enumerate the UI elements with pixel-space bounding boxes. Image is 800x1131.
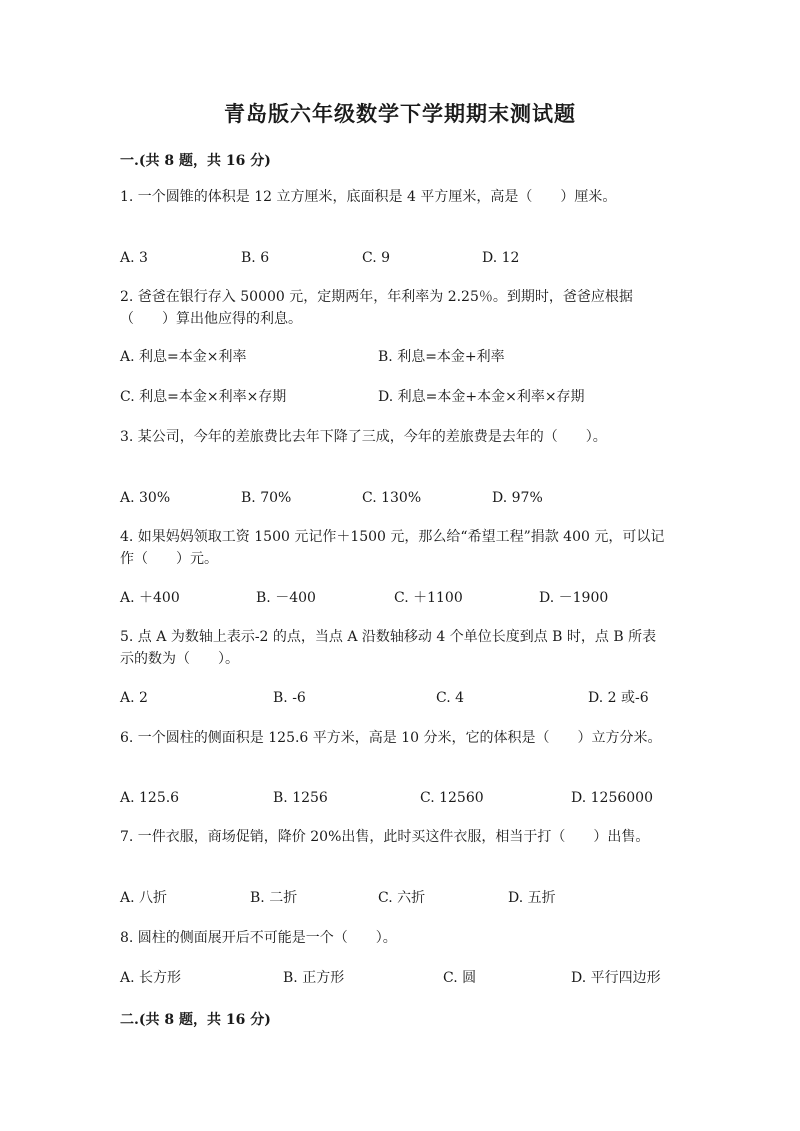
- options-1: [0, 247, 800, 269]
- question-5: 5. 点 A 为数轴上表示-2 的点，当点 A 沿数轴移动 4 个单位长度到点 B 时，点 B 所表示的数为（ ）。: [120, 629, 657, 667]
- option-8-a[interactable]: A. 长方形: [120, 970, 182, 986]
- option-2-b[interactable]: B. 利息=本金+利率: [378, 349, 505, 365]
- option-1-d[interactable]: D. 12: [482, 250, 520, 266]
- question-7: 7. 一件衣服，商场促销，降价 20%出售，此时买这件衣服，相当于打（ ）出售。: [120, 829, 650, 845]
- option-7-c[interactable]: C. 六折: [378, 890, 426, 906]
- option-3-c[interactable]: C. 130%: [362, 490, 422, 506]
- option-7-d[interactable]: D. 五折: [508, 890, 556, 906]
- option-3-d[interactable]: D. 97%: [492, 490, 543, 506]
- option-5-c[interactable]: C. 4: [436, 690, 465, 706]
- option-5-a[interactable]: A. 2: [120, 690, 148, 706]
- option-7-a[interactable]: A. 八折: [120, 890, 168, 906]
- option-4-b[interactable]: B. －400: [256, 590, 316, 606]
- option-2-a[interactable]: A. 利息=本金×利率: [120, 349, 247, 365]
- options-7: [0, 887, 800, 909]
- option-6-a[interactable]: A. 125.6: [120, 790, 180, 806]
- option-1-c[interactable]: C. 9: [362, 250, 391, 266]
- option-3-a[interactable]: A. 30%: [120, 490, 171, 506]
- option-4-d[interactable]: D. －1900: [539, 590, 609, 606]
- options-2a: [0, 346, 800, 368]
- options-4: [0, 587, 800, 609]
- option-3-b[interactable]: B. 70%: [241, 490, 292, 506]
- page-title: 青岛版六年级数学下学期期末测试题: [224, 101, 576, 126]
- question-6: 6. 一个圆柱的侧面积是 125.6 平方米，高是 10 分米，它的体积是（ ）立方分米。: [120, 730, 662, 746]
- section-heading-2: 二.(共 8 题，共 16 分): [120, 1012, 271, 1028]
- option-2-c[interactable]: C. 利息=本金×利率×存期: [120, 389, 287, 405]
- question-8: 8. 圆柱的侧面展开后不可能是一个（ ）。: [120, 930, 397, 946]
- option-6-c[interactable]: C. 12560: [420, 790, 484, 806]
- option-8-c[interactable]: C. 圆: [443, 970, 477, 986]
- option-1-b[interactable]: B. 6: [241, 250, 270, 266]
- question-3: 3. 某公司，今年的差旅费比去年下降了三成，今年的差旅费是去年的（ ）。: [120, 429, 607, 445]
- question-2: 2. 爸爸在银行存入 50000 元，定期两年，年利率为 2.25％。到期时，爸爸应根据（ ）算出他应得的利息。: [120, 289, 633, 327]
- options-8: [0, 967, 800, 989]
- options-6: [0, 787, 800, 809]
- option-2-d[interactable]: D. 利息=本金+本金×利率×存期: [378, 389, 585, 405]
- options-3: [0, 487, 800, 509]
- option-4-a[interactable]: A. ＋400: [120, 590, 180, 606]
- option-5-b[interactable]: B. -6: [273, 690, 306, 706]
- option-6-d[interactable]: D. 1256000: [571, 790, 653, 806]
- options-5: [0, 687, 800, 709]
- options-2b: [0, 386, 800, 408]
- option-8-d[interactable]: D. 平行四边形: [571, 970, 661, 986]
- option-1-a[interactable]: A. 3: [120, 250, 148, 266]
- option-5-d[interactable]: D. 2 或-6: [588, 690, 649, 706]
- option-4-c[interactable]: C. ＋1100: [394, 590, 463, 606]
- option-7-b[interactable]: B. 二折: [250, 890, 298, 906]
- option-6-b[interactable]: B. 1256: [273, 790, 328, 806]
- section-heading-1: 一.(共 8 题，共 16 分): [120, 153, 271, 169]
- question-4: 4. 如果妈妈领取工资 1500 元记作＋1500 元，那么给“希望工程”捐款 400 元，可以记作（ ）元。: [120, 529, 665, 567]
- option-8-b[interactable]: B. 正方形: [283, 970, 345, 986]
- question-1: 1. 一个圆锥的体积是 12 立方厘米，底面积是 4 平方厘米，高是（ ）厘米。: [120, 189, 617, 205]
